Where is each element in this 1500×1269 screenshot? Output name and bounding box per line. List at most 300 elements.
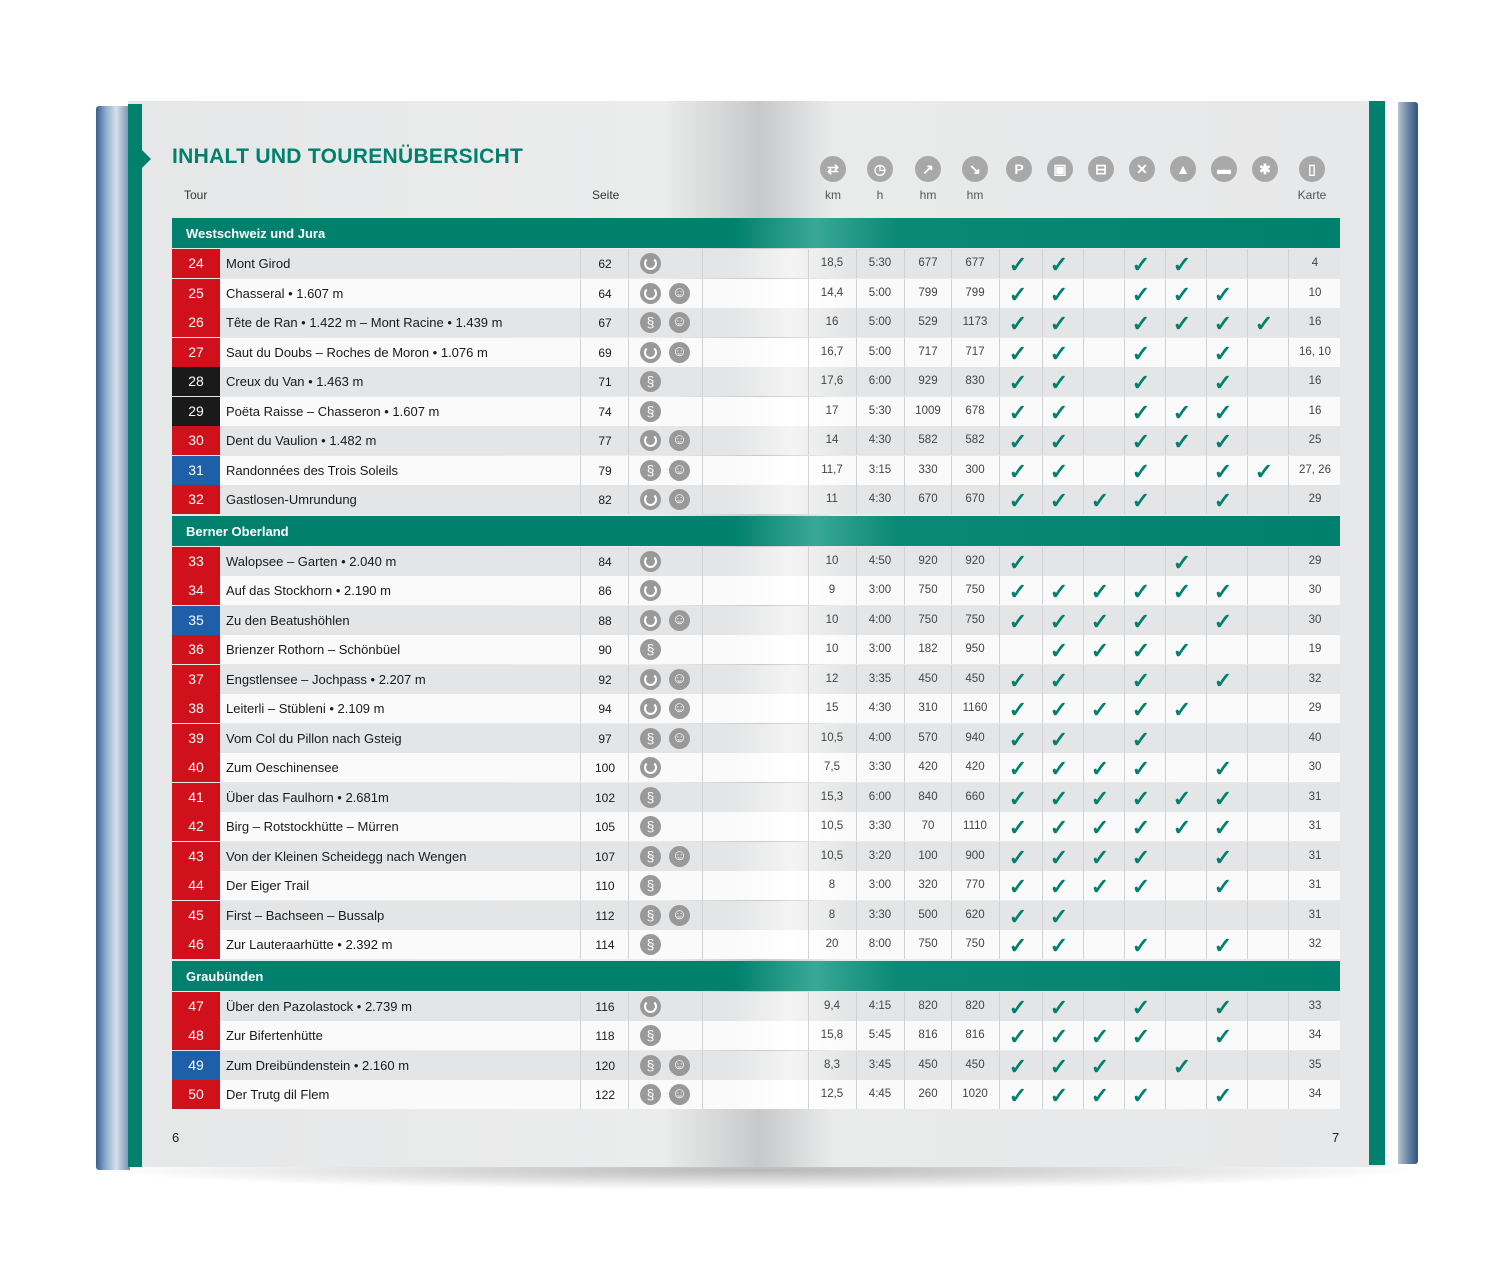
map-ref: 30: [1308, 761, 1322, 773]
cell-divider: [951, 783, 952, 812]
cell-divider: [628, 724, 629, 753]
distance-km: 15,3: [820, 790, 844, 803]
map-ref: 31: [1308, 790, 1322, 803]
page-ref: 114: [595, 938, 615, 952]
ascent-hm: 330: [918, 463, 938, 476]
checkmark-icon: ✓: [1213, 1024, 1233, 1049]
tour-number-badge: 24: [172, 249, 220, 278]
duration: 3:30: [868, 761, 892, 773]
cell-divider: [951, 635, 952, 664]
tour-number-badge: 29: [172, 397, 220, 426]
distance-km: 9,4: [824, 999, 840, 1012]
checkmark-icon: ✓: [1131, 399, 1151, 425]
cell-divider: [1288, 635, 1289, 664]
table-row: [172, 279, 1340, 308]
checkmark-icon: ✓: [1008, 844, 1028, 870]
descent-hm: 678: [965, 404, 985, 417]
duration: 3:45: [868, 1058, 892, 1071]
cell-divider: [904, 724, 905, 753]
cell-divider: [580, 1051, 581, 1080]
checkmark-icon: ✓: [1131, 667, 1151, 693]
ascent-hm: 816: [918, 1029, 938, 1041]
checkmark-icon: ✓: [1213, 340, 1233, 366]
duration: 5:00: [868, 316, 892, 328]
cell-divider: [856, 665, 857, 694]
checkmark-icon: ✓: [1008, 370, 1028, 395]
page-ref: 71: [598, 375, 612, 389]
cell-divider: [1288, 694, 1289, 723]
checkmark-icon: ✓: [1172, 785, 1192, 811]
cell-divider: [702, 1021, 703, 1050]
checkmark-icon: ✓: [1008, 488, 1028, 513]
cell-divider: [1247, 1051, 1248, 1080]
checkmark-icon: ✓: [1131, 697, 1151, 722]
tour-number-badge: 40: [172, 753, 220, 782]
cell-divider: [904, 665, 905, 694]
tour-name: Leiterli – Stübleni • 2.109 m: [226, 701, 385, 716]
cell-divider: [808, 724, 809, 753]
cell-divider: [1247, 901, 1248, 930]
cell-divider: [951, 992, 952, 1021]
cell-divider: [904, 992, 905, 1021]
one-way-icon: [640, 460, 661, 481]
distance-km: 10: [825, 554, 839, 567]
checkmark-icon: ✓: [1008, 1024, 1028, 1049]
cell-divider: [951, 842, 952, 871]
page-ref: 77: [598, 434, 612, 448]
distance-km: 10,5: [820, 820, 844, 832]
descent-hm: 1160: [962, 702, 988, 714]
checkmark-icon: ✓: [1008, 549, 1028, 575]
cell-divider: [1042, 547, 1043, 576]
ascent-hm: 310: [918, 702, 938, 714]
cell-divider: [1165, 930, 1166, 959]
cell-divider: [1165, 456, 1166, 485]
page-ref: 86: [598, 584, 612, 598]
tour-number-badge: 39: [172, 724, 220, 753]
cell-divider: [580, 812, 581, 841]
duration: 5:30: [868, 257, 892, 269]
cell-divider: [1247, 992, 1248, 1021]
checkmark-icon: ✓: [1131, 608, 1151, 634]
cell-divider: [580, 485, 581, 514]
page-ref: 64: [598, 286, 612, 301]
cell-divider: [628, 249, 629, 278]
cell-divider: [1288, 724, 1289, 753]
ascent-hm: 450: [918, 1058, 938, 1071]
tour-name: Auf das Stockhorn • 2.190 m: [226, 583, 391, 598]
checkmark-icon: ✓: [1008, 1053, 1028, 1079]
cell-divider: [1165, 665, 1166, 694]
cell-divider: [580, 842, 581, 871]
cell-divider: [951, 576, 952, 605]
clock-icon: ◷: [867, 156, 893, 182]
family-friendly-icon: [669, 312, 690, 333]
cell-divider: [904, 308, 905, 337]
table-row: [172, 576, 1340, 605]
distance-km: 9: [828, 584, 836, 596]
checkmark-icon: ✓: [1008, 756, 1028, 781]
table-row: [172, 547, 1340, 576]
family-friendly-icon: [669, 698, 690, 719]
cell-divider: [1247, 547, 1248, 576]
checkmark-icon: ✓: [1213, 1083, 1233, 1108]
cell-divider: [808, 547, 809, 576]
descent-hm: 770: [965, 879, 985, 891]
cell-divider: [1124, 547, 1125, 576]
checkmark-icon: ✓: [1254, 458, 1274, 484]
cell-divider: [856, 397, 857, 426]
checkmark-icon: ✓: [1049, 340, 1069, 366]
checkmark-icon: ✓: [1008, 815, 1028, 840]
tour-name: Saut du Doubs – Roches de Moron • 1.076 m: [226, 344, 488, 360]
header-hm-ascent: hm: [919, 188, 937, 202]
descent-hm: 816: [965, 1029, 985, 1041]
tour-number-badge: 37: [172, 665, 220, 694]
ascent-hm: 929: [918, 375, 938, 387]
checkmark-icon: ✓: [1172, 697, 1192, 722]
checkmark-icon: ✓: [1213, 667, 1233, 693]
checkmark-icon: ✓: [1213, 399, 1233, 425]
cell-divider: [999, 635, 1000, 664]
cell-divider: [1247, 871, 1248, 900]
cell-divider: [808, 901, 809, 930]
table-row: [172, 1021, 1340, 1050]
ascent-hm: 717: [918, 345, 938, 358]
map-ref: 40: [1308, 731, 1322, 744]
cell-divider: [1083, 426, 1084, 455]
cell-divider: [1288, 576, 1289, 605]
cell-divider: [1288, 812, 1289, 841]
cell-divider: [702, 753, 703, 782]
cell-divider: [628, 812, 629, 841]
checkmark-icon: ✓: [1213, 933, 1233, 958]
cell-divider: [951, 901, 952, 930]
duration: 8:00: [868, 938, 892, 950]
checkmark-icon: ✓: [1172, 815, 1192, 840]
cell-divider: [1288, 456, 1289, 485]
tour-name: Creux du Van • 1.463 m: [226, 374, 364, 389]
cell-divider: [808, 842, 809, 871]
tour-name: Gastlosen-Umrundung: [226, 492, 357, 507]
cell-divider: [1165, 753, 1166, 782]
round-trip-icon: [640, 996, 661, 1017]
duration: 4:50: [868, 554, 892, 567]
table-row: [172, 842, 1340, 871]
tour-name: Zum Oeschinensee: [226, 760, 339, 775]
map-ref: 33: [1308, 999, 1322, 1012]
checkmark-icon: ✓: [1008, 667, 1028, 693]
checkmark-icon: ✓: [1090, 815, 1110, 840]
checkmark-icon: ✓: [1131, 726, 1151, 752]
round-trip-icon: [640, 342, 661, 363]
cell-divider: [702, 249, 703, 278]
tour-name: Zur Bifertenhütte: [226, 1028, 323, 1043]
checkmark-icon: ✓: [1049, 458, 1069, 484]
cell-divider: [1247, 812, 1248, 841]
tour-name: Über das Faulhorn • 2.681m: [226, 789, 389, 805]
ascent-hm: 670: [918, 493, 938, 505]
cell-divider: [808, 456, 809, 485]
descent-hm: 820: [965, 999, 985, 1012]
descent-hm: 950: [965, 643, 985, 655]
ascent-hm: 840: [918, 790, 938, 803]
cell-divider: [702, 576, 703, 605]
cell-divider: [808, 871, 809, 900]
book-edge-left: [96, 106, 130, 1170]
cell-divider: [808, 426, 809, 455]
checkmark-icon: ✓: [1049, 252, 1069, 277]
checkmark-icon: ✓: [1008, 697, 1028, 722]
map-ref: 32: [1308, 938, 1322, 950]
round-trip-icon: [640, 580, 661, 601]
checkmark-icon: ✓: [1213, 370, 1233, 395]
cell-divider: [1206, 547, 1207, 576]
descent-hm: 830: [965, 375, 985, 387]
checkmark-icon: ✓: [1090, 579, 1110, 604]
cell-divider: [580, 694, 581, 723]
checkmark-icon: ✓: [1090, 1053, 1110, 1079]
cell-divider: [580, 901, 581, 930]
cell-divider: [628, 279, 629, 308]
cell-divider: [951, 1080, 952, 1109]
checkmark-icon: ✓: [1049, 785, 1069, 811]
cell-divider: [856, 694, 857, 723]
ascent-hm: 570: [918, 731, 938, 744]
one-way-icon: [640, 312, 661, 333]
page-ref: 94: [598, 702, 612, 716]
checkmark-icon: ✓: [1008, 874, 1028, 899]
checkmark-icon: ✓: [1008, 458, 1028, 484]
cell-divider: [808, 665, 809, 694]
cell-divider: [856, 308, 857, 337]
tour-name: Birg – Rotstockhütte – Mürren: [226, 819, 399, 834]
cell-divider: [904, 338, 905, 367]
tour-number-badge: 25: [172, 279, 220, 308]
map-ref: 32: [1308, 672, 1322, 685]
cell-divider: [808, 812, 809, 841]
cell-divider: [1165, 338, 1166, 367]
cell-divider: [628, 842, 629, 871]
ascent-hm: 500: [918, 908, 938, 921]
tour-number-badge: 32: [172, 485, 220, 514]
family-friendly-icon: [669, 846, 690, 867]
section-header: [172, 516, 1340, 546]
checkmark-icon: ✓: [1008, 726, 1028, 752]
checkmark-icon: ✓: [1090, 874, 1110, 899]
checkmark-icon: ✓: [1131, 340, 1151, 366]
cell-divider: [628, 338, 629, 367]
cell-divider: [1165, 992, 1166, 1021]
cell-divider: [628, 783, 629, 812]
ascent-hm: 100: [918, 849, 938, 862]
checkmark-icon: ✓: [1049, 1083, 1069, 1108]
tour-name: Randonnées des Trois Soleils: [226, 462, 398, 478]
header-km: km: [825, 188, 841, 202]
table-row: [172, 485, 1340, 514]
duration: 5:45: [868, 1029, 892, 1041]
cell-divider: [1247, 576, 1248, 605]
family-friendly-icon: [669, 460, 690, 481]
cell-divider: [1247, 665, 1248, 694]
cell-divider: [628, 930, 629, 959]
checkmark-icon: ✓: [1131, 1024, 1151, 1049]
tour-number-badge: 45: [172, 901, 220, 930]
tour-name: Dent du Vaulion • 1.482 m: [226, 433, 377, 448]
tour-name: Tête de Ran • 1.422 m – Mont Racine • 1.439 m: [226, 315, 503, 330]
family-friendly-icon: [669, 283, 690, 304]
cell-divider: [904, 426, 905, 455]
table-row: [172, 665, 1340, 694]
signpost-icon: ⇄: [820, 156, 846, 182]
header-karte: Karte: [1297, 188, 1327, 202]
cell-divider: [951, 338, 952, 367]
checkmark-icon: ✓: [1090, 785, 1110, 811]
duration: 5:00: [868, 345, 892, 358]
checkmark-icon: ✓: [1131, 488, 1151, 513]
cell-divider: [808, 485, 809, 514]
cell-divider: [808, 635, 809, 664]
one-way-icon: [640, 875, 661, 896]
cell-divider: [1165, 901, 1166, 930]
duration: 4:30: [868, 702, 892, 714]
cell-divider: [951, 249, 952, 278]
checkmark-icon: ✓: [1172, 281, 1192, 307]
duration: 3:20: [868, 849, 892, 862]
checkmark-icon: ✓: [1049, 815, 1069, 840]
checkmark-icon: ✓: [1131, 638, 1151, 663]
title-arrow-icon: [142, 150, 151, 168]
book-edge-right: [1398, 102, 1418, 1164]
page-ref: 97: [598, 731, 612, 746]
cell-divider: [1288, 842, 1289, 871]
checkmark-icon: ✓: [1008, 785, 1028, 811]
checkmark-icon: ✓: [1090, 1024, 1110, 1049]
cell-divider: [1247, 1080, 1248, 1109]
cell-divider: [904, 576, 905, 605]
table-row: [172, 783, 1340, 812]
checkmark-icon: ✓: [1049, 726, 1069, 752]
cell-divider: [702, 606, 703, 635]
cell-divider: [904, 547, 905, 576]
duration: 4:30: [868, 493, 892, 505]
cell-divider: [628, 367, 629, 396]
ascent-icon: ↗: [915, 156, 941, 182]
cell-divider: [628, 606, 629, 635]
checkmark-icon: ✓: [1213, 815, 1233, 840]
cell-divider: [1124, 1051, 1125, 1080]
checkmark-icon: ✓: [1213, 785, 1233, 811]
page-ref: 112: [595, 908, 615, 923]
distance-km: 16: [825, 316, 839, 328]
cell-divider: [628, 308, 629, 337]
cell-divider: [1247, 606, 1248, 635]
tour-number-badge: 30: [172, 426, 220, 455]
checkmark-icon: ✓: [1008, 429, 1028, 454]
duration: 4:00: [868, 731, 892, 744]
tour-name: Walopsee – Garten • 2.040 m: [226, 553, 397, 569]
cell-divider: [1206, 724, 1207, 753]
bus-icon: ▣: [1047, 156, 1073, 182]
cell-divider: [808, 1021, 809, 1050]
ascent-hm: 820: [918, 999, 938, 1012]
page-ref: 69: [598, 345, 612, 360]
checkmark-icon: ✓: [1131, 756, 1151, 781]
checkmark-icon: ✓: [1049, 429, 1069, 454]
cell-divider: [1124, 901, 1125, 930]
cell-divider: [628, 992, 629, 1021]
cell-divider: [580, 1080, 581, 1109]
one-way-icon: [640, 1084, 661, 1105]
cell-divider: [580, 426, 581, 455]
cell-divider: [1083, 279, 1084, 308]
map-ref: 19: [1308, 643, 1322, 655]
tour-number-badge: 27: [172, 338, 220, 367]
cell-divider: [702, 485, 703, 514]
checkmark-icon: ✓: [1008, 903, 1028, 929]
round-trip-icon: [640, 610, 661, 631]
family-friendly-icon: [669, 610, 690, 631]
cell-divider: [856, 753, 857, 782]
cell-divider: [1083, 724, 1084, 753]
page-ref: 88: [598, 613, 612, 628]
tour-name: Der Trutg dil Flem: [226, 1087, 330, 1102]
distance-km: 11: [826, 493, 838, 505]
cell-divider: [580, 665, 581, 694]
table-row: [172, 1051, 1340, 1080]
checkmark-icon: ✓: [1172, 638, 1192, 663]
descent-hm: 1173: [962, 316, 988, 328]
tour-number-badge: 46: [172, 930, 220, 959]
checkmark-icon: ✓: [1049, 579, 1069, 604]
duration: 5:00: [868, 286, 892, 299]
section-title: Westschweiz und Jura: [186, 226, 326, 241]
checkmark-icon: ✓: [1090, 488, 1110, 513]
table-row: [172, 694, 1340, 723]
cell-divider: [1288, 871, 1289, 900]
cell-divider: [856, 724, 857, 753]
cell-divider: [702, 842, 703, 871]
map-ref: 29: [1308, 554, 1322, 567]
tour-name: Brienzer Rothorn – Schönbüel: [226, 642, 401, 657]
map-ref: 4: [1311, 257, 1319, 269]
cell-divider: [856, 1051, 857, 1080]
table-row: [172, 753, 1340, 782]
cell-divider: [1288, 901, 1289, 930]
checkmark-icon: ✓: [1049, 1053, 1069, 1079]
cell-divider: [1083, 367, 1084, 396]
cell-divider: [951, 485, 952, 514]
cell-divider: [628, 547, 629, 576]
duration: 3:00: [868, 879, 892, 891]
cell-divider: [808, 992, 809, 1021]
cell-divider: [808, 397, 809, 426]
round-trip-icon: [640, 669, 661, 690]
winter-icon: ✱: [1252, 156, 1278, 182]
duration: 4:00: [868, 613, 892, 626]
cell-divider: [702, 665, 703, 694]
cell-divider: [856, 1080, 857, 1109]
tour-name: Zur Lauteraarhütte • 2.392 m: [226, 937, 393, 952]
cell-divider: [904, 812, 905, 841]
checkmark-icon: ✓: [1213, 994, 1233, 1020]
cell-divider: [1288, 367, 1289, 396]
cell-divider: [1288, 783, 1289, 812]
checkmark-icon: ✓: [1049, 933, 1069, 958]
cell-divider: [1247, 753, 1248, 782]
cell-divider: [1288, 547, 1289, 576]
cell-divider: [808, 249, 809, 278]
